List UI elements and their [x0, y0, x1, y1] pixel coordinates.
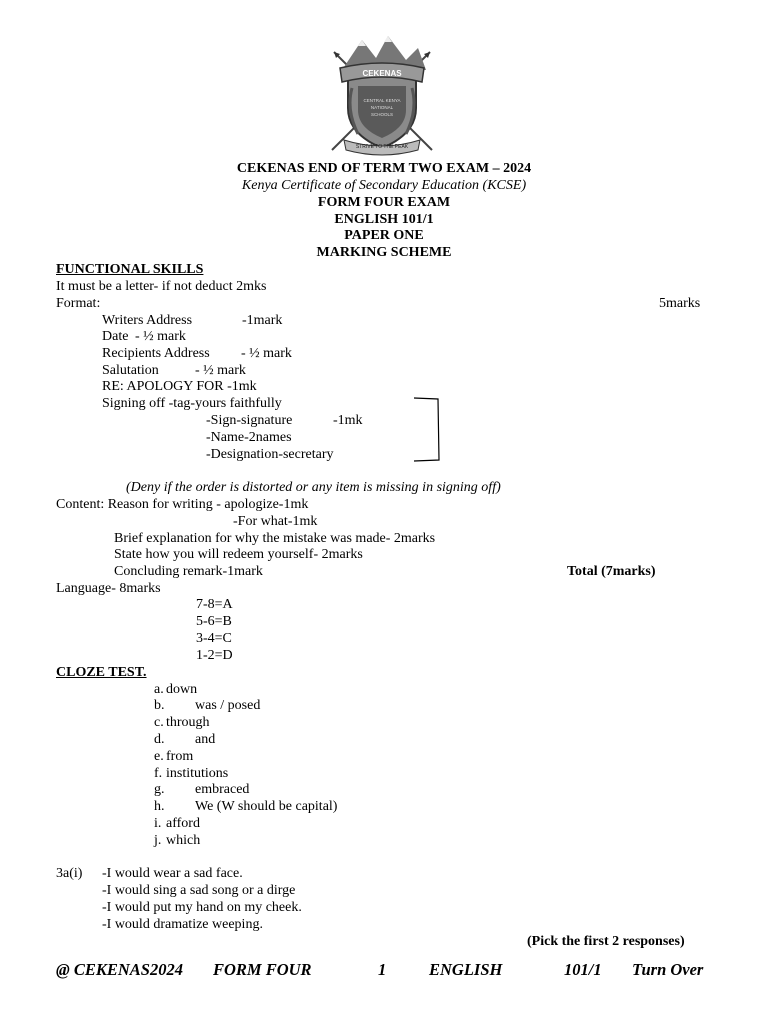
- deny-note: (Deny if the order is distorted or any item is missing in signing off): [126, 480, 501, 495]
- cloze-letter: b.: [154, 698, 165, 713]
- grade-line: 5-6=B: [196, 614, 232, 629]
- logo-line1: CENTRAL KENYA: [363, 98, 401, 103]
- writers-address-mark: -1mark: [242, 313, 283, 328]
- designation-item: -Designation-secretary: [206, 447, 334, 462]
- logo-name: CEKENAS: [362, 69, 402, 78]
- cloze-letter: i.: [154, 816, 162, 831]
- exam-subtitle: Kenya Certificate of Secondary Education (KCSE): [241, 178, 527, 193]
- date-mark: - ½ mark: [135, 329, 186, 344]
- logo-line3: SCHOOLS: [370, 112, 394, 117]
- footer-turn-over: Turn Over: [632, 960, 704, 979]
- functional-skills-heading: FUNCTIONAL SKILLS: [56, 262, 204, 277]
- for-what-line: -For what-1mk: [233, 514, 318, 529]
- exam-scheme: MARKING SCHEME: [316, 245, 452, 260]
- redeem-line: State how you will redeem yourself- 2marks: [114, 547, 363, 562]
- exam-form: FORM FOUR EXAM: [317, 195, 451, 210]
- cloze-answer: afford: [166, 816, 200, 831]
- salutation: Salutation: [102, 363, 159, 378]
- brief-explanation: Brief explanation for why the mistake was made- 2marks: [114, 531, 436, 546]
- footer-subject: ENGLISH: [429, 960, 503, 979]
- cloze-letter: g.: [154, 782, 165, 797]
- q3-line: -I would sing a sad song or a dirge: [102, 883, 296, 898]
- total-marks: Total (7marks): [567, 564, 656, 579]
- exam-subject: ENGLISH 101/1: [334, 212, 434, 227]
- school-crest-logo: [318, 30, 446, 158]
- cloze-letter: a.: [154, 682, 164, 697]
- re-line: RE: APOLOGY FOR -1mk: [102, 379, 257, 394]
- cloze-answer: which: [166, 833, 201, 848]
- cloze-answer: We (W should be capital): [195, 799, 338, 814]
- logo-line2: NATIONAL: [370, 105, 394, 110]
- footer-org: @ CEKENAS2024: [56, 960, 183, 979]
- signing-off: Signing off -tag-yours faithfully: [102, 396, 282, 411]
- sign-signature: -Sign-signature: [206, 413, 293, 428]
- language-line: Language- 8marks: [56, 581, 161, 596]
- footer-page-number: 1: [378, 960, 387, 979]
- date-item: Date: [102, 329, 129, 344]
- cloze-answer: through: [166, 715, 210, 730]
- recipients-address: Recipients Address: [102, 346, 210, 361]
- q3-label: 3a(i): [56, 866, 83, 881]
- grade-line: 1-2=D: [196, 648, 233, 663]
- cloze-letter: h.: [154, 799, 165, 814]
- exam-title: CEKENAS END OF TERM TWO EXAM – 2024: [236, 161, 532, 176]
- exam-paper: PAPER ONE: [344, 228, 424, 243]
- grade-line: 3-4=C: [196, 631, 232, 646]
- cloze-letter: f.: [154, 766, 163, 781]
- cloze-answer: was / posed: [195, 698, 261, 713]
- recipients-address-mark: - ½ mark: [241, 346, 292, 361]
- format-label: Format:: [56, 296, 101, 311]
- grade-line: 7-8=A: [196, 597, 233, 612]
- writers-address: Writers Address: [102, 313, 193, 328]
- logo-motto: STRIVE TO THE PEAK: [355, 144, 409, 150]
- cloze-answer: and: [195, 732, 216, 747]
- concluding-remark: Concluding remark-1mark: [114, 564, 263, 579]
- cloze-letter: d.: [154, 732, 165, 747]
- q3-line: -I would put my hand on my cheek.: [102, 900, 302, 915]
- cloze-letter: e.: [154, 749, 164, 764]
- q3-line: -I would dramatize weeping.: [102, 917, 263, 932]
- format-marks: 5marks: [659, 296, 701, 311]
- cloze-letter: c.: [154, 715, 164, 730]
- cloze-answer: embraced: [195, 782, 250, 797]
- cloze-answer: from: [166, 749, 194, 764]
- cloze-heading: CLOZE TEST.: [56, 665, 147, 680]
- salutation-mark: - ½ mark: [195, 363, 246, 378]
- sign-mark: -1mk: [333, 413, 363, 428]
- cloze-answer: down: [166, 682, 198, 697]
- cloze-answer: institutions: [166, 766, 229, 781]
- footer-code: 101/1: [564, 960, 602, 979]
- cloze-letter: j.: [154, 833, 162, 848]
- name-item: -Name-2names: [206, 430, 292, 445]
- pick-note: (Pick the first 2 responses): [527, 934, 685, 949]
- content-line: Content: Reason for writing - apologize-1mk: [56, 497, 309, 512]
- footer-form: FORM FOUR: [213, 960, 312, 979]
- signing-off-bracket: [412, 396, 442, 464]
- letter-rule: It must be a letter- if not deduct 2mks: [56, 279, 267, 294]
- q3-line: -I would wear a sad face.: [102, 866, 243, 881]
